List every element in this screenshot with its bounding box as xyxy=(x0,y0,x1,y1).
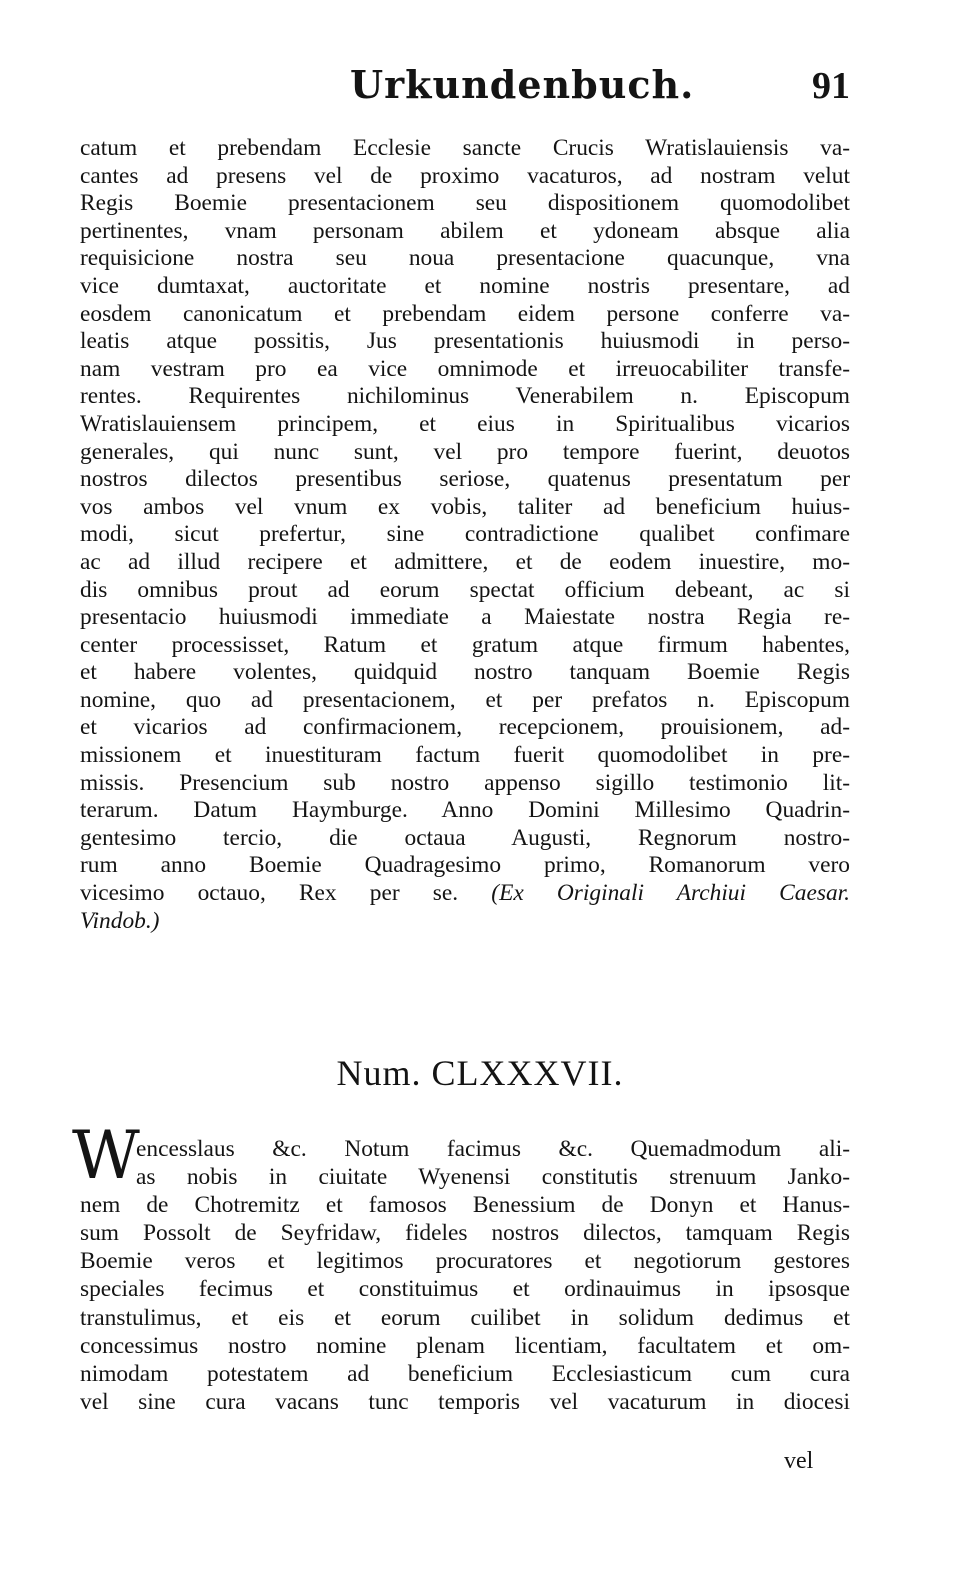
text-line: encesslaus &c. Notum facimus &c. Quemadmodum ali- xyxy=(136,1136,850,1162)
running-head xyxy=(0,62,960,114)
text-line: missis. Presencium sub nostro appenso sigillo testimonio lit- xyxy=(80,769,850,796)
catchword: vel xyxy=(784,1448,814,1474)
text-line: sum Possolt de Seyfridaw, fideles nostros dilectos, tamquam Regis xyxy=(80,1220,850,1247)
text-line: speciales fecimus et constituimus et ordinauimus in ipsosque xyxy=(80,1276,850,1303)
text-line: rentes. Requirentes nichilominus Venerabilem n. Episcopum xyxy=(80,383,850,410)
text-line: et vicarios ad confirmacionem, recepcionem, prouisionem, ad- xyxy=(80,714,850,741)
text-line: requisicione nostra seu noua presentacione quacunque, vna xyxy=(80,245,850,272)
text-line: vice dumtaxat, auctoritate et nomine nostris presentare, ad xyxy=(80,272,850,299)
text-line: center processisset, Ratum et gratum atque firmum habentes, xyxy=(80,631,850,658)
text-line: dis omnibus prout ad eorum spectat officium debeant, ac si xyxy=(80,576,850,603)
text-line: leatis atque possitis, Jus presentationis huiusmodi in perso- xyxy=(80,328,850,355)
text-line: vos ambos vel vnum ex vobis, taliter ad beneficium huius- xyxy=(80,493,850,520)
text-line-with-source xyxy=(80,880,850,908)
text-line: Boemie veros et legitimos procuratores et negotiorum gestores xyxy=(80,1248,850,1275)
section-heading: Num. CLXXXVII. xyxy=(336,1053,624,1093)
source-note-end: Vindob.) xyxy=(80,907,160,934)
text-line: eosdem canonicatum et prebendam eidem persone conferre va- xyxy=(80,300,850,327)
text-line: cantes ad presens vel de proximo vacaturos, ad nostram velut xyxy=(80,162,850,189)
text-line: nam vestram pro ea vice omnimode et irreuocabiliter transfe- xyxy=(80,355,850,382)
source-note: (Ex Originali Archiui Caesar. xyxy=(491,880,850,907)
text-line: transtulimus, et eis et eorum cuilibet in solidum dedimus et xyxy=(80,1304,850,1331)
text-line: vel sine cura vacans tunc temporis vel vacaturum in diocesi xyxy=(80,1388,850,1415)
drop-cap: W xyxy=(72,1117,140,1194)
text-line: concessimus nostro nomine plenam licentiam, facultatem et om- xyxy=(80,1332,850,1359)
text-segment: vicesimo octauo, Rex per se. xyxy=(80,880,459,907)
text-line: pertinentes, vnam personam abilem et ydoneam absque alia xyxy=(80,217,850,244)
text-line: catum et prebendam Ecclesie sancte Crucis Wratislauiensis va- xyxy=(80,135,850,161)
text-line: rum anno Boemie Quadragesimo primo, Romanorum vero xyxy=(80,852,850,879)
text-line: gentesimo tercio, die octaua Augusti, Regnorum nostro- xyxy=(80,824,850,851)
text-line: missionem et inuestituram factum fuerit quomodolibet in pre- xyxy=(80,742,850,769)
text-line: terarum. Datum Haymburge. Anno Domini Millesimo Quadrin- xyxy=(80,797,850,824)
text-line: generales, qui nunc sunt, vel pro tempore fuerint, deuotos xyxy=(80,438,850,465)
text-line: ac ad illud recipere et admittere, et de eodem inuestire, mo- xyxy=(80,548,850,575)
text-line: presentacio huiusmodi immediate a Maiestate nostra Regia re- xyxy=(80,604,850,631)
text-line: Regis Boemie presentacionem seu dispositionem quomodolibet xyxy=(80,190,850,217)
running-title: Urkundenbuch. xyxy=(350,62,695,107)
text-line: as nobis in ciuitate Wyenensi constitutis strenuum Janko- xyxy=(136,1164,850,1191)
text-line: nostros dilectos presentibus seriose, quatenus presentatum per xyxy=(80,466,850,493)
text-line xyxy=(80,908,850,936)
text-line: et habere volentes, quidquid nostro tanquam Boemie Regis xyxy=(80,659,850,686)
text-line: modi, sicut prefertur, sine contradictione qualibet confimare xyxy=(80,521,850,548)
charter-text-new xyxy=(72,1117,850,1416)
text-line: nem de Chotremitz et famosos Benessium de Donyn et Hanus- xyxy=(80,1192,850,1219)
page-number: 91 xyxy=(812,65,850,107)
text-line: nimodam potestatem ad beneficium Ecclesiasticum cum cura xyxy=(80,1360,850,1387)
text-line: Wratislauiensem principem, et eius in Spiritualibus vicarios xyxy=(80,410,850,437)
charter-text-continued xyxy=(80,135,850,935)
text-line: nomine, quo ad presentacionem, et per prefatos n. Episcopum xyxy=(80,686,850,713)
